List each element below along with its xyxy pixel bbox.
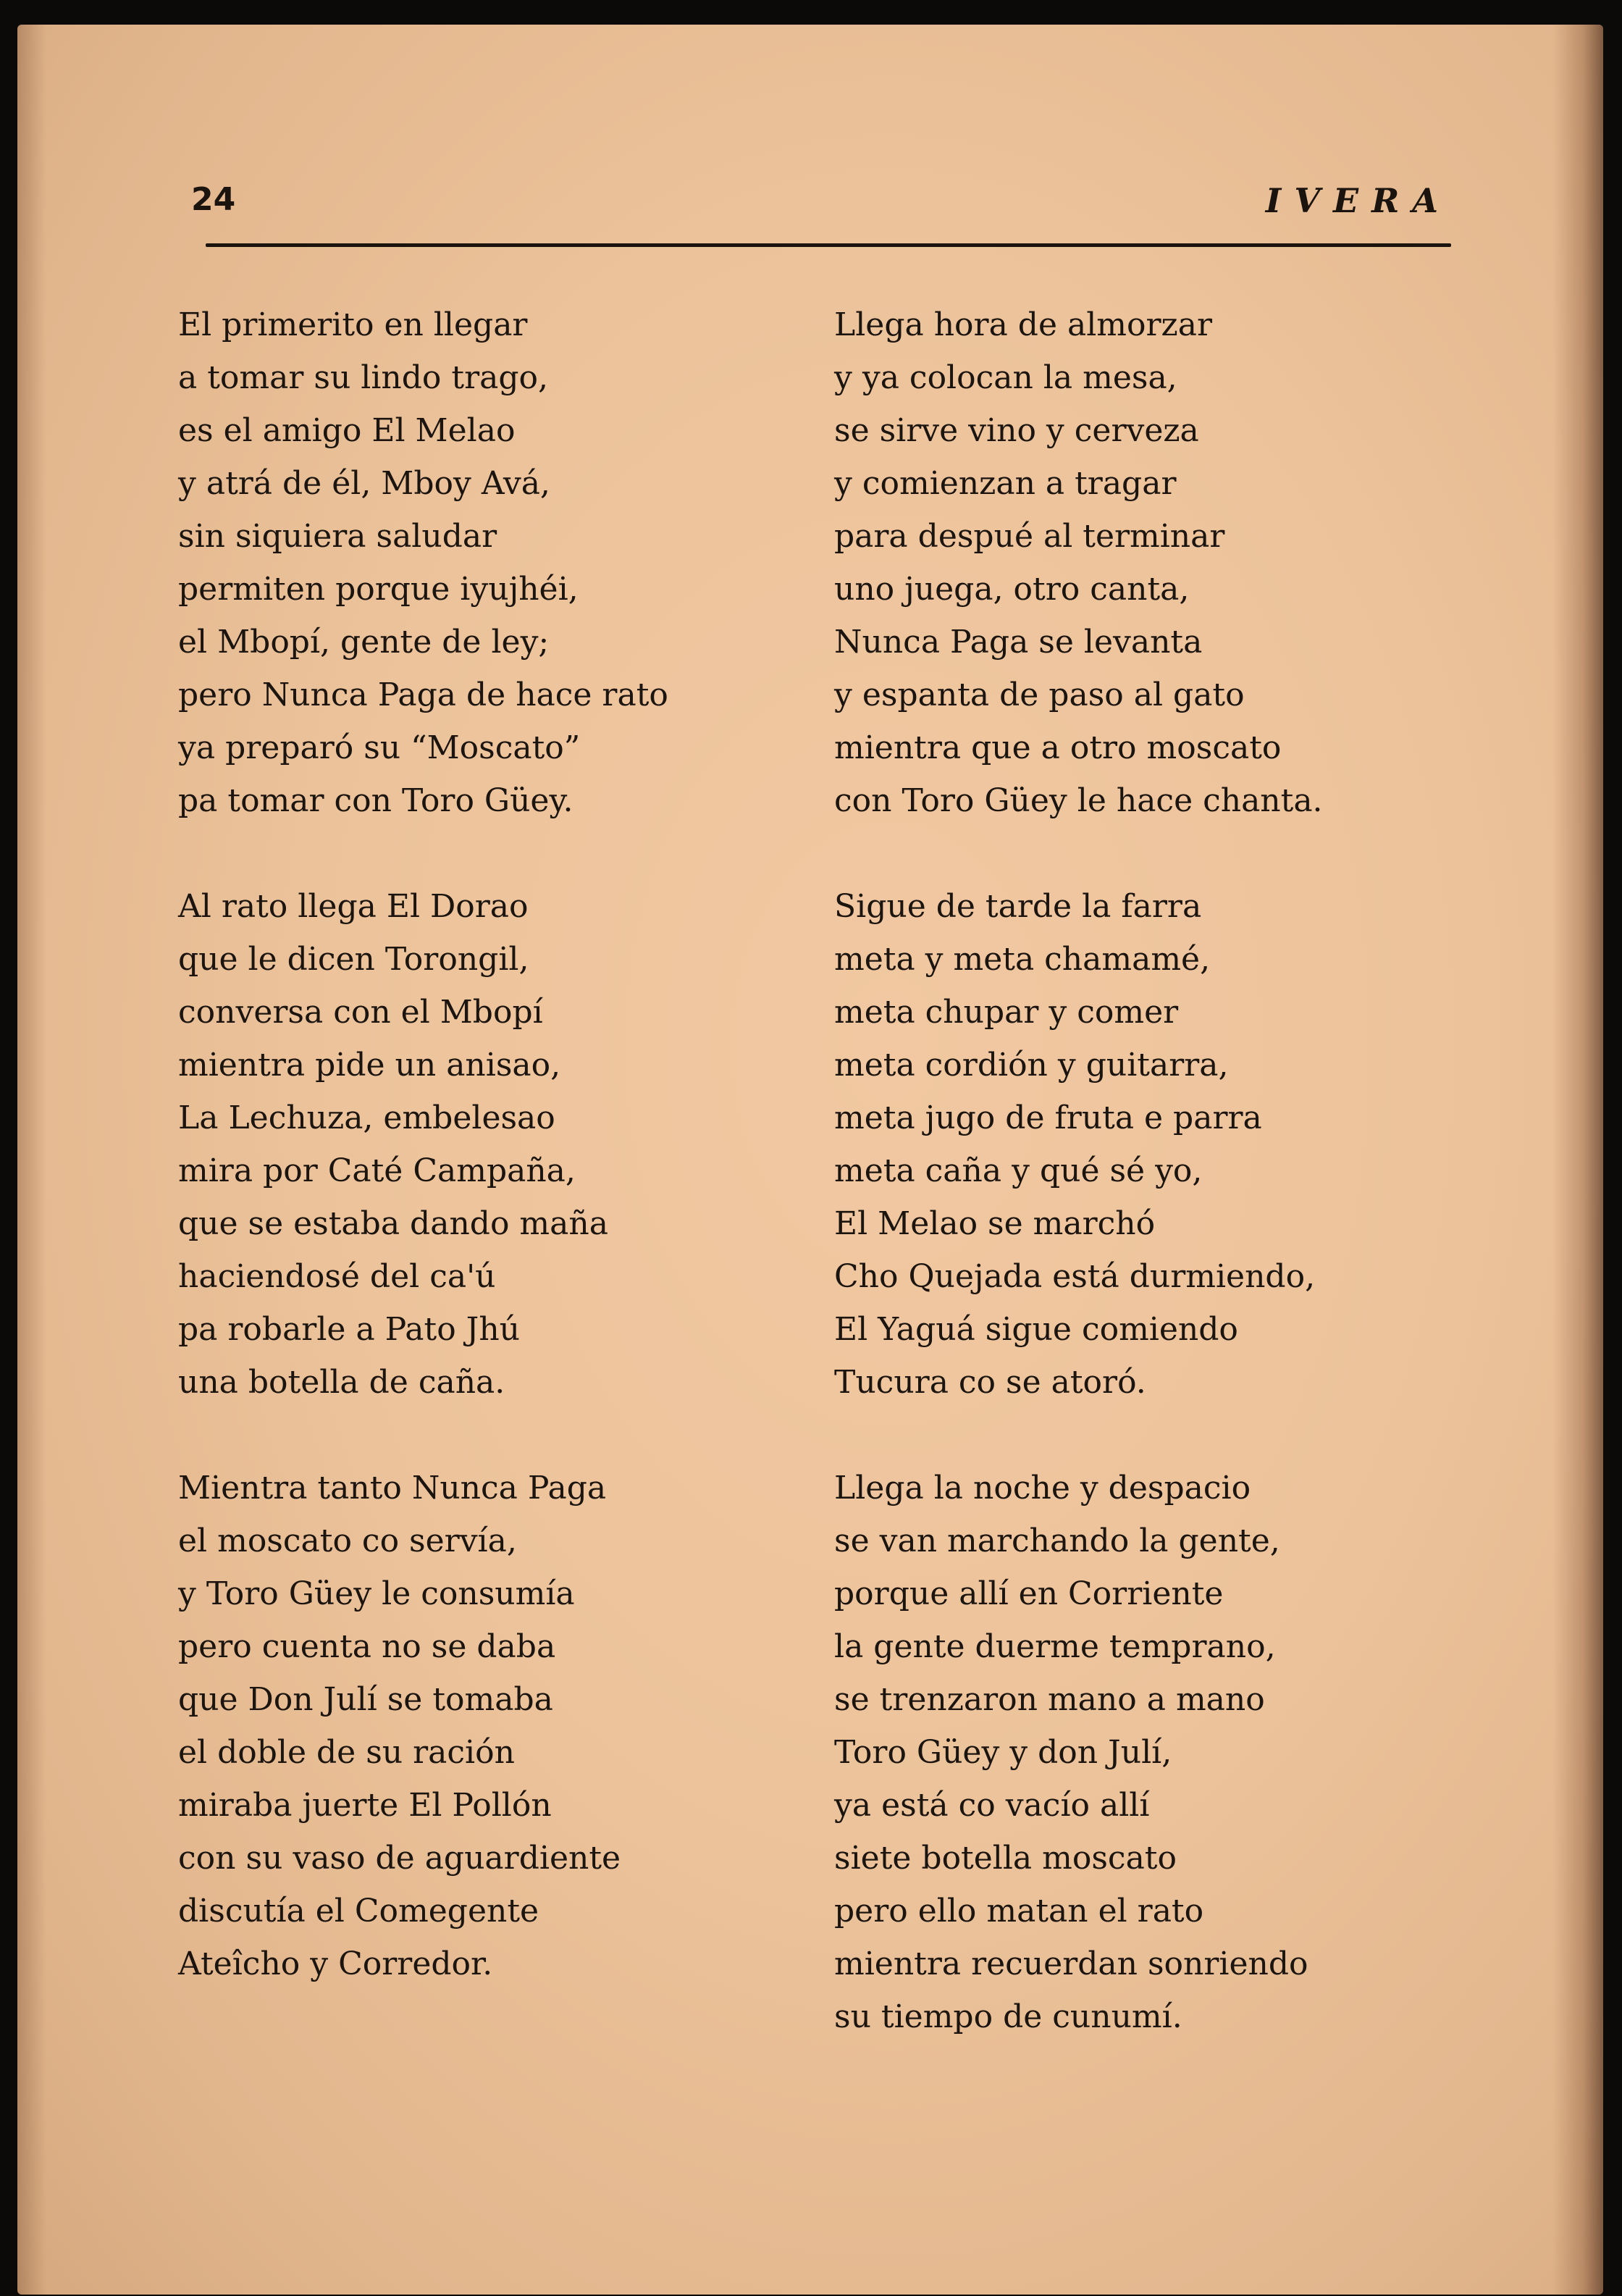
left-edge-shadow [17, 25, 46, 2295]
poem-stanza [834, 298, 1457, 827]
poem-right-column [834, 298, 1457, 2096]
poem-line: meta caña y qué sé yo, [834, 1152, 1203, 1189]
poem-line: mientra recuerdan sonriendo [834, 1945, 1308, 1982]
poem-line: pa tomar con Toro Güey. [178, 782, 573, 819]
poem-line: la gente duerme temprano, [834, 1628, 1276, 1665]
poem-stanza [178, 298, 801, 827]
poem-line: mientra que a otro moscato [834, 729, 1282, 766]
poem-line: meta y meta chamamé, [834, 941, 1211, 978]
poem-line: se van marchando la gente, [834, 1522, 1280, 1559]
poem-line: Llega la noche y despacio [834, 1470, 1251, 1507]
poem-line: y ya colocan la mesa, [834, 359, 1177, 396]
poem-line: El Melao se marchó [834, 1205, 1156, 1242]
poem-line: y comienzan a tragar [834, 465, 1177, 502]
magazine-title: IVERA [1265, 181, 1451, 220]
poem-line: haciendosé del ca'ú [178, 1258, 496, 1295]
spine-shadow [1552, 25, 1603, 2295]
poem-line: pero ello matan el rato [834, 1893, 1204, 1930]
poem-line: Mientra tanto Nunca Paga [178, 1470, 607, 1507]
header-rule [206, 243, 1451, 247]
page-header [191, 155, 1451, 256]
poem-line: porque allí en Corriente [834, 1575, 1224, 1612]
poem-line: una botella de caña. [178, 1364, 505, 1401]
poem-line: mientra pide un anisao, [178, 1047, 561, 1084]
poem-line: que Don Julí se tomaba [178, 1681, 553, 1718]
poem-line: ya está co vacío allí [834, 1787, 1150, 1824]
poem-line: siete botella moscato [834, 1840, 1177, 1877]
poem-line: Toro Güey y don Julí, [834, 1734, 1172, 1771]
poem-line: sin siquiera saludar [178, 518, 497, 555]
poem-line: Nunca Paga se levanta [834, 624, 1203, 661]
poem-line: el doble de su ración [178, 1734, 515, 1771]
poem-line: Cho Quejada está durmiendo, [834, 1258, 1316, 1295]
poem-line: que se estaba dando maña [178, 1205, 608, 1242]
poem-stanza [178, 880, 801, 1409]
poem-line: permiten porque iyujhéi, [178, 571, 579, 608]
poem-line: a tomar su lindo trago, [178, 359, 548, 396]
poem-line: El primerito en llegar [178, 306, 528, 343]
poem-line: pa robarle a Pato Jhú [178, 1311, 520, 1348]
poem-line: y espanta de paso al gato [834, 676, 1245, 713]
poem-line: pero Nunca Paga de hace rato [178, 676, 668, 713]
poem-line: meta jugo de fruta e parra [834, 1099, 1262, 1136]
poem-line: meta chupar y comer [834, 994, 1179, 1031]
poem-line: se sirve vino y cerveza [834, 412, 1199, 449]
poem-line: Sigue de tarde la farra [834, 888, 1202, 925]
poem-line: Al rato llega El Dorao [178, 888, 529, 925]
poem-line: discutía el Comegente [178, 1893, 539, 1930]
poem-line: y Toro Güey le consumía [178, 1575, 575, 1612]
poem-line: uno juega, otro canta, [834, 571, 1190, 608]
poem-line: pero cuenta no se daba [178, 1628, 556, 1665]
poem-stanza [834, 1462, 1457, 2043]
poem-left-column [178, 298, 801, 2043]
poem-line: el Mbopí, gente de ley; [178, 624, 550, 661]
poem-line: meta cordión y guitarra, [834, 1047, 1229, 1084]
poem-line: con Toro Güey le hace chanta. [834, 782, 1323, 819]
magazine-page [17, 25, 1603, 2295]
poem-line: y atrá de él, Mboy Avá, [178, 465, 550, 502]
poem-line: miraba juerte El Pollón [178, 1787, 552, 1824]
poem-stanza [178, 1462, 801, 1990]
poem-stanza [834, 880, 1457, 1409]
poem-line: La Lechuza, embelesao [178, 1099, 555, 1136]
poem-line: para despué al terminar [834, 518, 1225, 555]
poem-line: mira por Caté Campaña, [178, 1152, 576, 1189]
poem-line: conversa con el Mbopí [178, 994, 543, 1031]
poem-line: El Yaguá sigue comiendo [834, 1311, 1238, 1348]
poem-line: el moscato co servía, [178, 1522, 517, 1559]
poem-line: se trenzaron mano a mano [834, 1681, 1265, 1718]
poem-line: su tiempo de cunumí. [834, 1998, 1182, 2035]
poem-line: Ateîcho y Corredor. [178, 1945, 493, 1982]
poem-line: es el amigo El Melao [178, 412, 516, 449]
poem-line: Tucura co se atoró. [834, 1364, 1146, 1401]
poem-line: ya preparó su “Moscato” [178, 729, 581, 766]
poem-line: que le dicen Torongil, [178, 941, 529, 978]
poem-line: Llega hora de almorzar [834, 306, 1212, 343]
page-number: 24 [191, 181, 236, 218]
poem-line: con su vaso de aguardiente [178, 1840, 621, 1877]
